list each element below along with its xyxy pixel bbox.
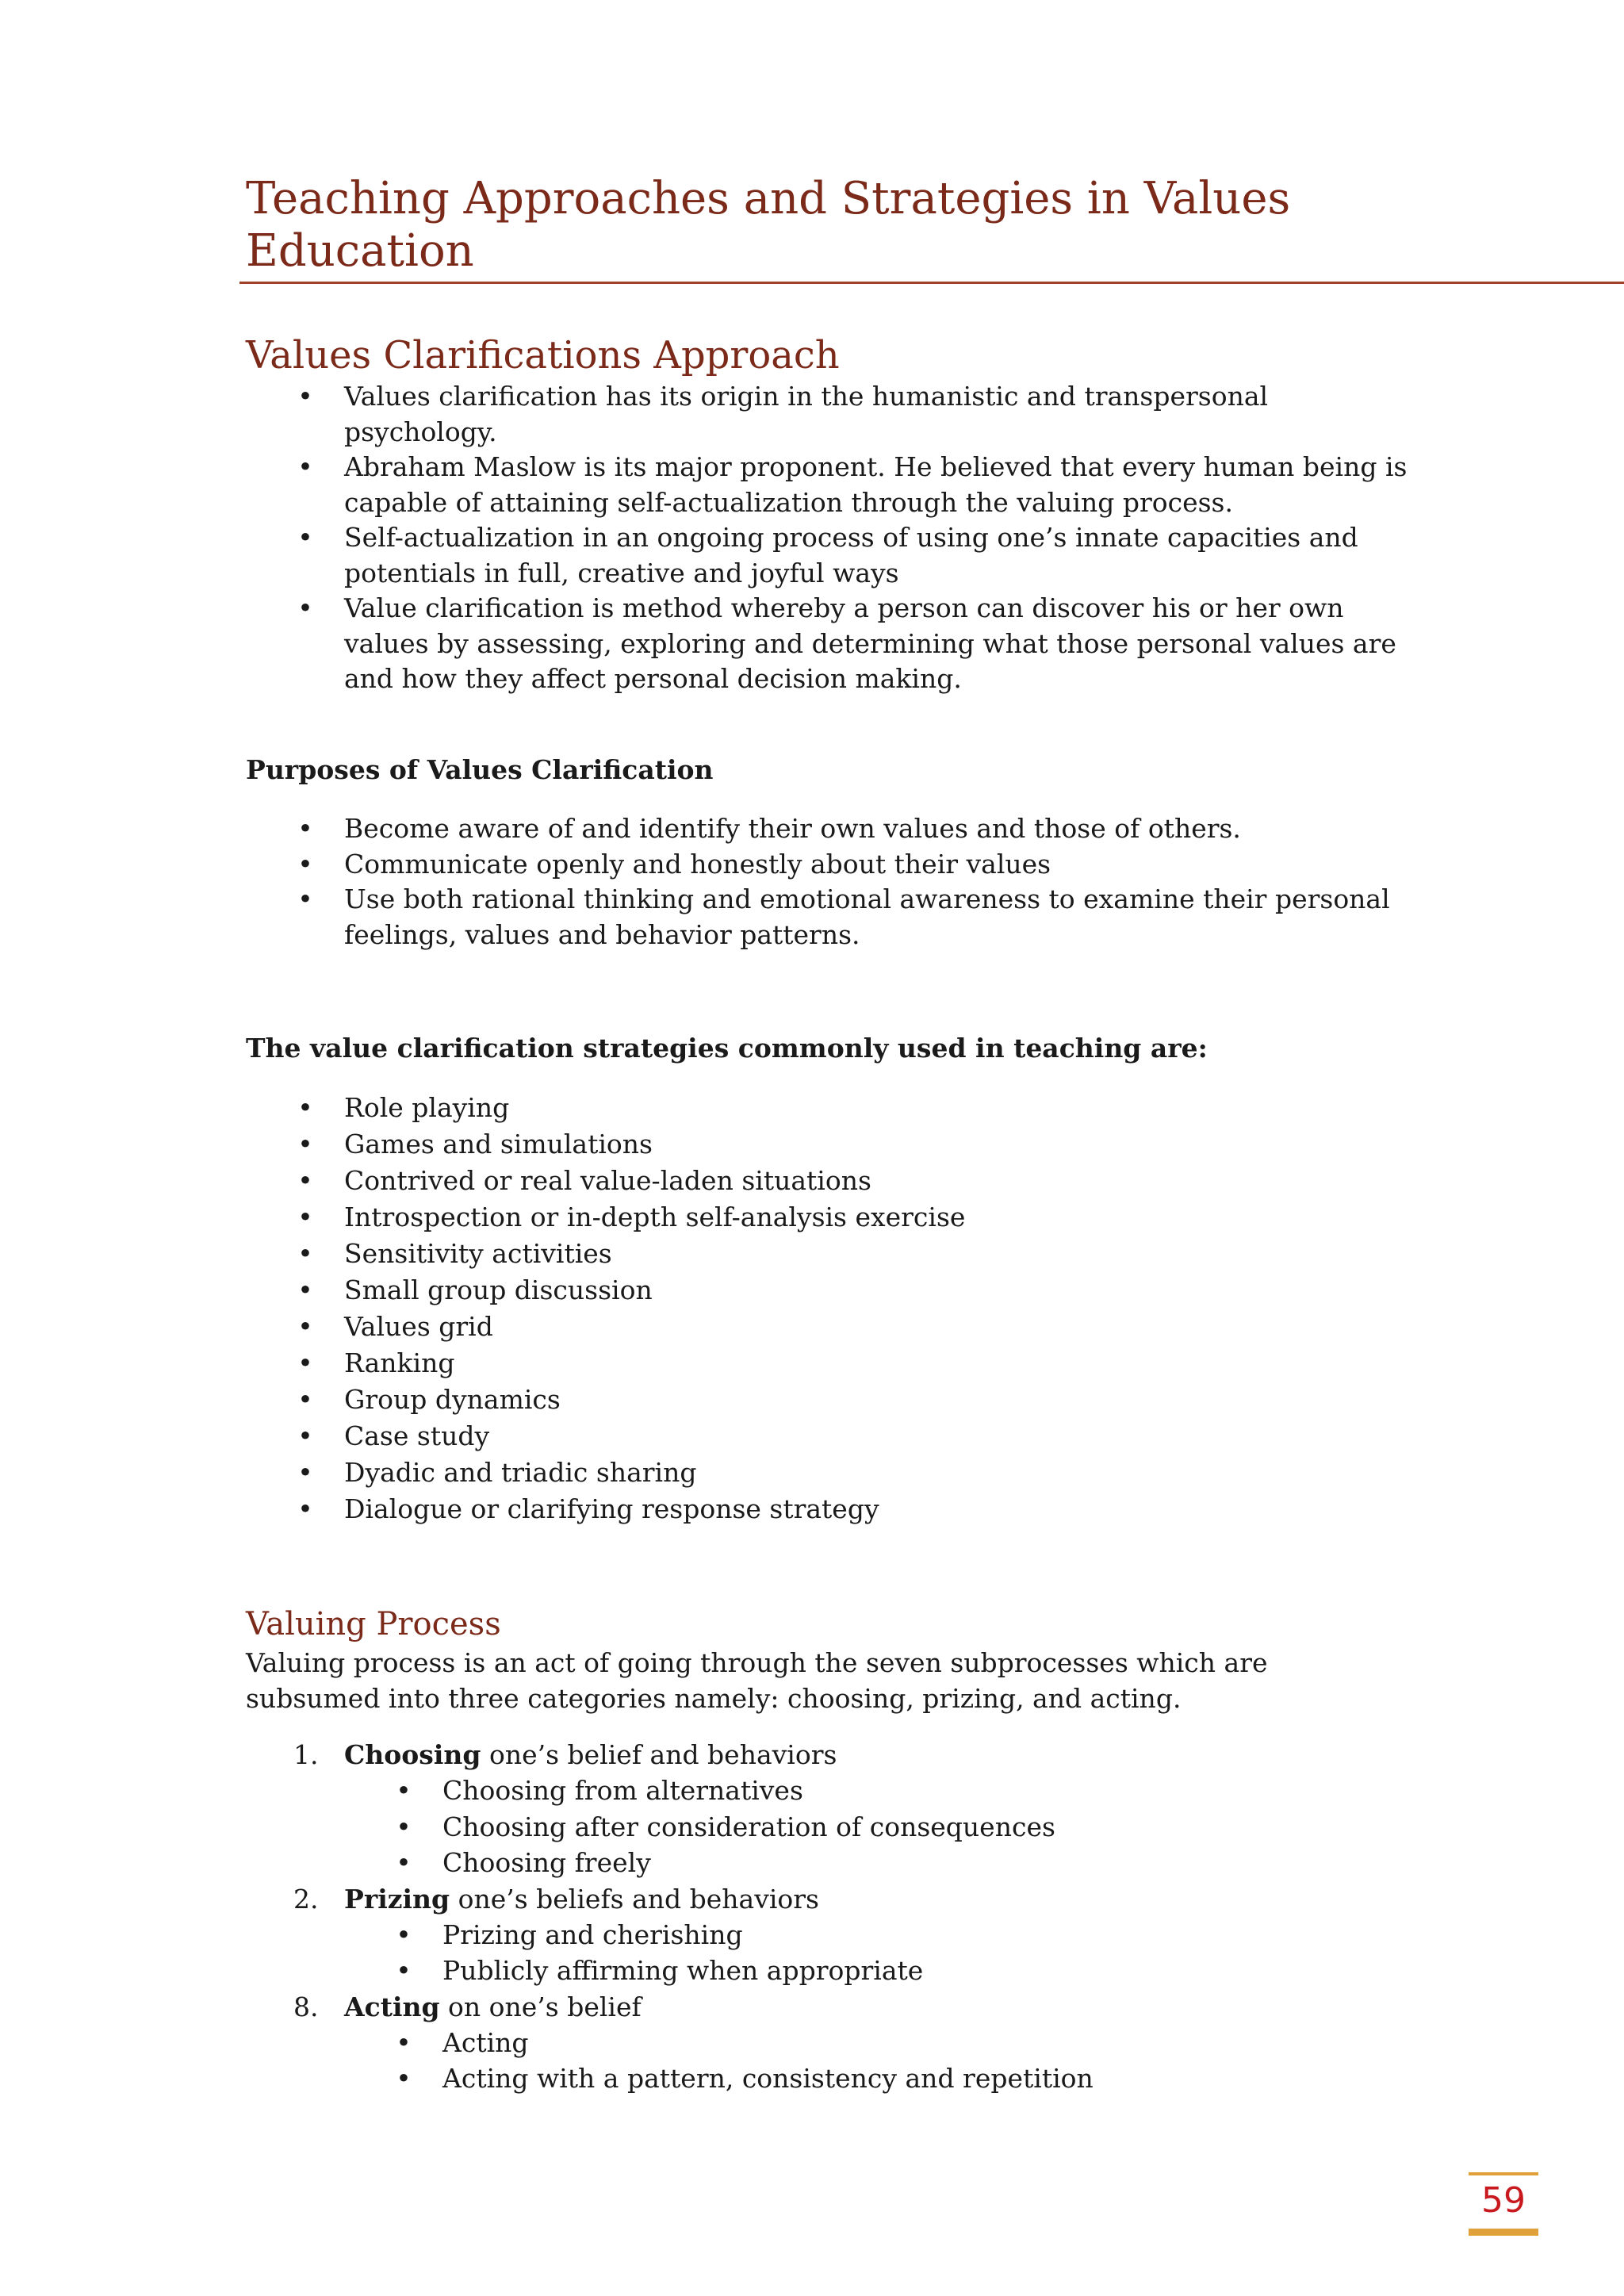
- bullet-icon: •: [297, 1129, 313, 1159]
- valuing-step-acting: [246, 1989, 1435, 2097]
- list-item: • Dyadic and triadic sharing: [246, 1455, 1411, 1491]
- list-item: • Small group discussion: [246, 1272, 1411, 1309]
- bullet-icon: •: [297, 522, 313, 553]
- bullet-icon: •: [297, 1274, 313, 1305]
- page-number-top-bar: [1469, 2172, 1538, 2175]
- strategies-list: [246, 1090, 1411, 1527]
- step-subitems: [344, 1917, 1435, 1989]
- bullet-icon: •: [297, 381, 313, 412]
- valuing-steps-list: [246, 1737, 1435, 2097]
- list-item: • Use both rational thinking and emotional awareness to examine their personal feelings, values and behavior patterns.: [246, 882, 1411, 953]
- list-item: • Introspection or in-depth self-analysis exercise: [246, 1199, 1411, 1236]
- step-number: 2.: [293, 1883, 319, 1915]
- list-item: • Dialogue or clarifying response strategy: [246, 1491, 1411, 1527]
- valuing-step-prizing: [246, 1881, 1435, 1989]
- bullet-icon: •: [297, 1493, 313, 1524]
- valuing-intro: Valuing process is an act of going through the seven subprocesses which are subsumed into three categories namely: choosing, prizing, and acting.: [246, 1647, 1268, 1714]
- list-item: • Sensitivity activities: [246, 1236, 1411, 1272]
- list-item: • Values clarification has its origin in the humanistic and transpersonal psychology.: [246, 379, 1411, 450]
- bullet-icon: •: [297, 1457, 313, 1488]
- bullet-icon: •: [396, 1775, 412, 1806]
- list-item: • Choosing after consideration of consequences: [344, 1809, 1435, 1846]
- list-item: • Role playing: [246, 1090, 1411, 1126]
- list-item: • Acting: [344, 2025, 1435, 2061]
- values-clarification-list: [246, 379, 1411, 697]
- purposes-heading: Purposes of Values Clarification: [246, 754, 714, 785]
- step-keyword: Choosing: [344, 1739, 481, 1770]
- list-item: • Publicly affirming when appropriate: [344, 1953, 1435, 1989]
- bullet-icon: •: [396, 1918, 412, 1950]
- bullet-icon: •: [297, 1092, 313, 1123]
- list-item: • Games and simulations: [246, 1126, 1411, 1163]
- list-item: • Prizing and cherishing: [344, 1917, 1435, 1953]
- list-item: • Group dynamics: [246, 1382, 1411, 1418]
- step-subitems: [344, 1773, 1435, 1881]
- page-number-bottom-bar: [1469, 2229, 1538, 2236]
- list-item: • Choosing from alternatives: [344, 1773, 1435, 1809]
- step-number: 8.: [293, 1991, 319, 2022]
- step-keyword: Acting: [344, 1991, 440, 2022]
- list-item: • Communicate openly and honestly about their values: [246, 847, 1411, 883]
- page-number: 59: [1481, 2180, 1526, 2221]
- strategies-heading: The value clarification strategies commonly used in teaching are:: [246, 1033, 1208, 1064]
- list-item: • Contrived or real value-laden situations: [246, 1163, 1411, 1199]
- step-keyword: Prizing: [344, 1883, 450, 1915]
- list-item: • Case study: [246, 1418, 1411, 1455]
- bullet-icon: •: [297, 1238, 313, 1269]
- bullet-icon: •: [297, 1420, 313, 1451]
- list-item: • Ranking: [246, 1345, 1411, 1382]
- list-item: • Choosing freely: [344, 1845, 1435, 1881]
- list-item: • Become aware of and identify their own values and those of others.: [246, 811, 1411, 847]
- bullet-icon: •: [297, 848, 313, 880]
- list-item: • Acting with a pattern, consistency and repetition: [344, 2060, 1435, 2097]
- title-divider: [239, 282, 1624, 284]
- bullet-icon: •: [297, 1202, 313, 1232]
- section-heading-valuing-process: Valuing Process: [246, 1606, 501, 1642]
- bullet-icon: •: [297, 813, 313, 844]
- valuing-step-choosing: [246, 1737, 1435, 1881]
- section-heading-values-clarification: Values Clarifications Approach: [246, 333, 840, 378]
- bullet-icon: •: [297, 884, 313, 914]
- step-text: one’s beliefs and behaviors: [450, 1883, 819, 1915]
- list-item: • Values grid: [246, 1309, 1411, 1345]
- bullet-icon: •: [396, 2026, 412, 2058]
- bullet-icon: •: [396, 1847, 412, 1878]
- page-title: Teaching Approaches and Strategies in Values Education: [246, 173, 1291, 277]
- list-item: • Self-actualization in an ongoing process of using one’s innate capacities and potentials in full, creative and joyful ways: [246, 520, 1411, 591]
- list-item: • Abraham Maslow is its major proponent. He believed that every human being is capable of attaining self-actualization through the valuing process.: [246, 450, 1411, 520]
- purposes-list: [246, 811, 1411, 953]
- step-text: on one’s belief: [439, 1991, 642, 2022]
- bullet-icon: •: [297, 451, 313, 482]
- bullet-icon: •: [297, 1165, 313, 1196]
- bullet-icon: •: [297, 1347, 313, 1378]
- bullet-icon: •: [297, 1384, 313, 1415]
- step-number: 1.: [293, 1739, 319, 1770]
- bullet-icon: •: [297, 592, 313, 623]
- list-item: • Value clarification is method whereby a person can discover his or her own values by assessing, exploring and determining what those personal values are and how they affect personal decision making.: [246, 591, 1411, 697]
- step-subitems: [344, 2025, 1435, 2097]
- bullet-icon: •: [396, 1811, 412, 1842]
- bullet-icon: •: [396, 1955, 412, 1986]
- step-text: one’s belief and behaviors: [481, 1739, 837, 1770]
- bullet-icon: •: [297, 1311, 313, 1342]
- bullet-icon: •: [396, 2063, 412, 2094]
